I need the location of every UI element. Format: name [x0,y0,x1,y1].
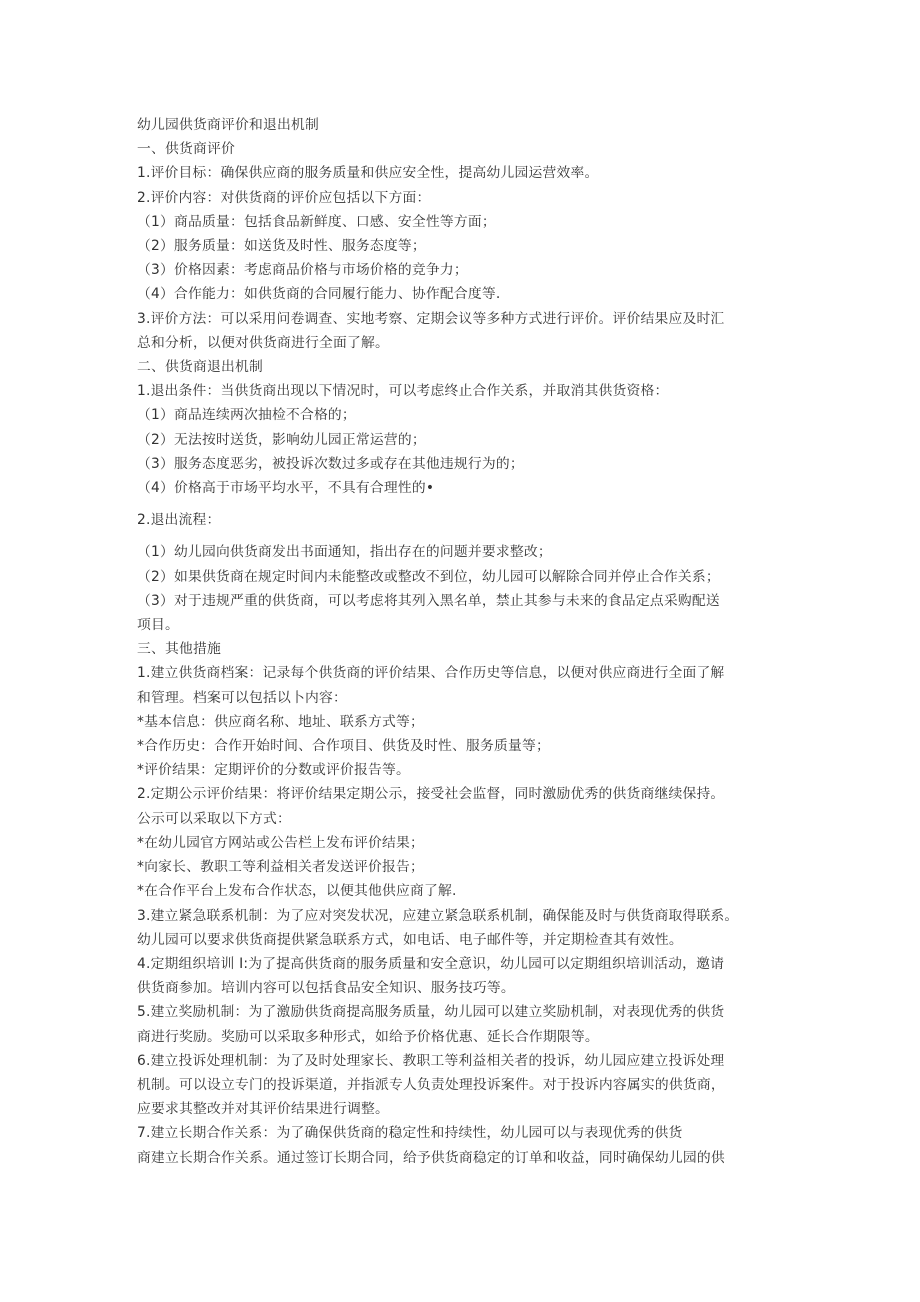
text-line: 和管理。档案可以包括以卜内容： [137,689,347,706]
text-line: 1.建立供货商档案：记录每个供货商的评价结果、合作历史等信息，以便对供应商进行全面了解 [137,665,725,682]
section-heading-2: 二、供货商退出机制 [137,359,263,376]
text-line: 3.建立紧急联系机制：为了应对突发状况，应建立紧急联系机制，确保能及时与供货商取得联系。 [137,907,739,924]
text-line: （3）价格因素：考虑商品价格与市场价格的竞争力； [137,262,468,279]
text-line: 项目。 [137,617,179,634]
text-line: 商进行奖励。奖励可以采取多种形式，如给予价格优惠、延长合作期限等。 [137,1028,599,1045]
text-line: 1.评价目标：确保供应商的服务质量和供应安全性，提高幼儿园运营效率。 [137,165,599,182]
text-line: *基本信息：供应商名称、地址、联系方式等； [137,713,425,730]
text-line: （4）合作能力：如供货商的合同履行能力、协作配合度等. [137,286,501,303]
text-line: 商建立长期合作关系。通过签订长期合同，给予供货商稳定的订单和收益，同时确保幼儿园的供 [137,1149,725,1166]
text-line: 1.退出条件：当供货商出现以下情况时，可以考虑终止合作关系，并取消其供货资格： [137,383,669,400]
text-line: （2）如果供货商在规定时间内未能整改或整改不到位，幼儿园可以解除合同并停止合作关系； [137,568,720,585]
text-line: （3）服务态度恶劣，被投诉次数过多或存在其他违规行为的； [137,455,524,472]
text-line: 2.评价内容：对供货商的评价应包括以下方面： [137,189,431,206]
text-line: （2）无法按时送货，影响幼儿园正常运营的； [137,431,426,448]
text-line: *向家长、教职工等利益相关者发送评价报告； [137,859,425,876]
text-line: 3.评价方法：可以采用问卷调查、实地考察、定期会议等多种方式进行评价。评价结果应及时汇 [137,310,725,327]
text-line: 机制。可以设立专门的投诉渠道，并指派专人负责处理投诉案件。对于投诉内容属实的供货商， [137,1076,725,1093]
text-line: （1）商品质量：包括食品新鲜度、口感、安全性等方面； [137,213,496,230]
text-line: 7.建立长期合作关系：为了确保供货商的稳定性和持续性，幼儿园可以与表现优秀的供货 [137,1125,683,1142]
paragraph-gap [137,500,797,508]
text-line: 5.建立奖励机制：为了激励供货商提高服务质量，幼儿园可以建立奖励机制，对表现优秀的供货 [137,1004,725,1021]
text-line: 总和分析，以便对供货商进行全面了解。 [137,334,389,351]
text-line: *评价结果：定期评价的分数或评价报告等。 [137,762,411,779]
text-line: （2）服务质量：如送货及时性、服务态度等； [137,238,426,255]
text-line: 6.建立投诉处理机制：为了及时处理家长、教职工等利益相关者的投诉，幼儿园应建立投诉处理 [137,1052,725,1069]
text-line: 应要求其整改并对其评价结果进行调整。 [137,1101,389,1118]
section-heading-1: 一、供货商评价 [137,141,235,158]
text-line: （1）商品连续两次抽检不合格的； [137,407,356,424]
text-line: 2.退出流程： [137,512,221,529]
text-line: 2.定期公示评价结果：将评价结果定期公示，接受社会监督，同时激励优秀的供货商继续保持。 [137,786,725,803]
text-line: *在合作平台上发布合作状态，以便其他供应商了解. [137,883,457,900]
text-line: 4.定期组织培训 I:为了提高供货商的服务质量和安全意识，幼儿园可以定期组织培训活动，邀请 [137,955,725,972]
text-line: 公示可以采取以下方式： [137,810,291,827]
text-line: 幼儿园可以要求供货商提供紧急联系方式，如电话、电子邮件等，并定期检查其有效性。 [137,931,683,948]
section-heading-3: 三、其他措施 [137,641,221,658]
text-line: *合作历史：合作开始时间、合作项目、供货及时性、服务质量等； [137,738,551,755]
text-line: 供货商参加。培训内容可以包括食品安全知识、服务技巧等。 [137,980,515,997]
text-line: （3）对于违规严重的供货商，可以考虑将其列入黑名单，禁止其参与未来的食品定点采购配送 [137,592,720,609]
document-page [137,113,797,1170]
text-line: *在幼儿园官方网站或公告栏上发布评价结果； [137,834,425,851]
text-line: （1）幼儿园向供货商发出书面通知，指出存在的问题并要求整改； [137,544,552,561]
document-title: 幼儿园供货商评价和退出机制 [137,117,319,133]
paragraph-gap [137,532,797,540]
text-line: （4）价格高于市场平均水平，不具有合理性的• [137,480,435,497]
